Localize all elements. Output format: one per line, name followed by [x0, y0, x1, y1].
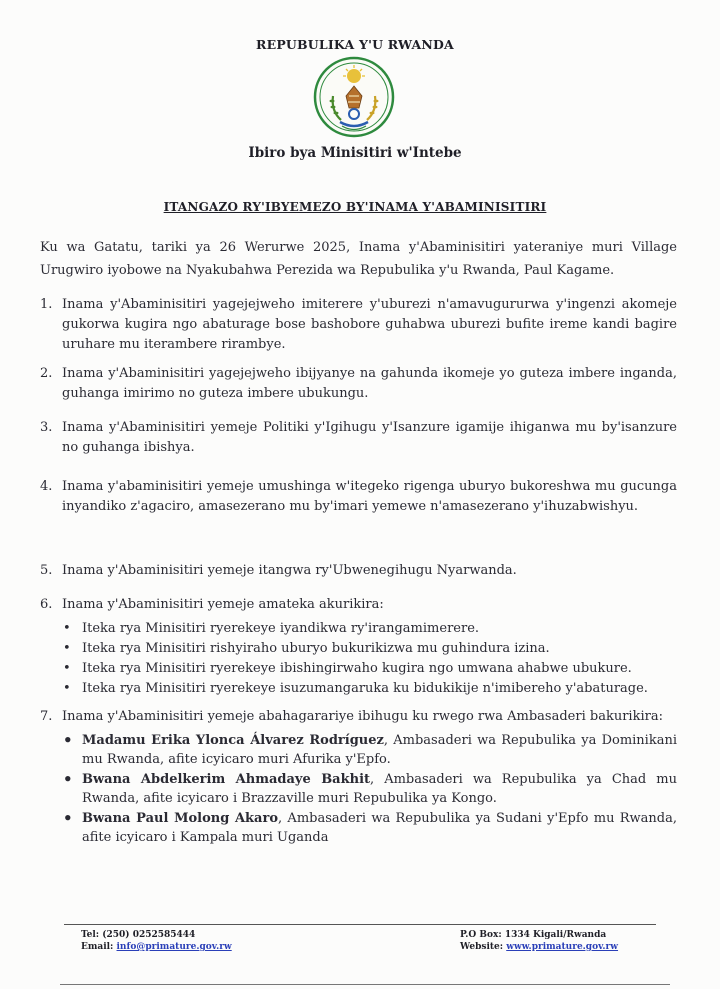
- intro-paragraph: Ku wa Gatatu, tariki ya 26 Werurwe 2025, Inama y'Abaminisitiri yateraniye muri Village Urugwiro iyobowe na Nyakubahwa Perezida wa Repubulika y'u Rwanda, Paul Kagame.: [40, 240, 677, 278]
- item-number: 3.: [40, 420, 53, 435]
- ambassador-name: Bwana Abdelkerim Ahmadaye Bakhit: [82, 772, 371, 787]
- email-label: Email:: [81, 942, 117, 952]
- ambassador-desc: , Ambasaderi wa Repubulika ya Dominikani mu Rwanda, afite icyicaro muri Afurika y'Epfo.: [82, 733, 678, 767]
- item-number: 1.: [40, 297, 53, 312]
- item-text: Inama y'Abaminisitiri yemeje itangwa ry'Ubwenegihugu Nyarwanda.: [62, 563, 517, 578]
- item-number: 4.: [40, 479, 53, 494]
- item-text: Inama y'Abaminisitiri yemeje amateka akurikira:: [62, 597, 384, 612]
- item-text: Inama y'Abaminisitiri yemeje Politiki y'Igihugu y'Isanzure igamije ihiganwa mu by'isanzure no guhanga ibishya.: [62, 420, 677, 455]
- item-text: Inama y'Abaminisitiri yagejejweho ibijyanye na gahunda ikomeje yo guteza imbere inganda, guhanga imirimo no guteza imbere ubukungu.: [62, 366, 677, 401]
- item-number: 6.: [40, 597, 53, 612]
- footer-divider: [64, 924, 656, 925]
- ambassador-desc: , Ambasaderi wa Repubulika ya Chad mu Rwanda, afite icyicaro i Brazzaville muri Repubulika ya Kongo.: [82, 772, 677, 806]
- list-item: [40, 364, 677, 404]
- decree-item: • Iteka rya Minisitiri ryerekeye iyandikwa ry'irangamimerere.: [62, 619, 677, 638]
- website-label: Website:: [460, 942, 507, 952]
- list-item: [40, 418, 677, 458]
- item-text: Inama y'abaminisitiri yemeje umushinga w'itegeko rigenga uburyo bukoreshwa mu gucunga inyandiko z'agaciro, amasezerano mu by'imari yemewe n'amasezerano y'ihuzabwishyu.: [62, 479, 677, 514]
- decree-item: • Iteka rya Minisitiri ryerekeye isuzumangaruka ku bidukikije n'imibereho y'abaturage.: [62, 679, 677, 698]
- email-link[interactable]: info@primature.gov.rw: [116, 942, 232, 952]
- country-heading: REPUBULIKA Y'U RWANDA: [256, 37, 454, 52]
- item-number: 7.: [40, 709, 53, 724]
- office-heading: Ibiro bya Minisitiri w'Intebe: [248, 145, 462, 161]
- list-item: [40, 477, 677, 517]
- ambassador-item: [62, 770, 677, 808]
- item-number: 2.: [40, 366, 53, 381]
- national-seal-icon: [313, 56, 395, 138]
- list-item: [40, 561, 677, 581]
- item-text: Inama y'Abaminisitiri yemeje abahagarariye ibihugu ku rwego rwa Ambasaderi bakurikira:: [62, 709, 663, 724]
- ambassador-name: Madamu Erika Ylonca Álvarez Rodríguez: [82, 733, 384, 748]
- pobox: P.O Box: 1334 Kigali/Rwanda: [460, 930, 607, 940]
- list-item: [40, 295, 677, 355]
- item-number: 5.: [40, 563, 53, 578]
- ambassador-name: Bwana Paul Molong Akaro: [82, 811, 279, 826]
- footer-address: [460, 929, 618, 953]
- tel-value: (250) 0252585444: [102, 930, 196, 940]
- decree-list: [40, 619, 677, 698]
- bottom-divider: [60, 984, 670, 985]
- ambassador-list: [40, 731, 677, 847]
- tel-label: Tel:: [81, 930, 103, 940]
- ambassador-desc: , Ambasaderi wa Repubulika ya Sudani y'Epfo mu Rwanda, afite icyicaro i Kampala muri Uganda: [82, 811, 678, 845]
- ambassador-item: [62, 731, 677, 769]
- ambassador-item: [62, 809, 677, 847]
- decree-item: • Iteka rya Minisitiri ryerekeye ibishingirwaho kugira ngo umwana ahabwe ubukure.: [62, 659, 677, 678]
- website-link[interactable]: www.primature.gov.rw: [506, 942, 619, 952]
- list-item: [40, 707, 677, 848]
- footer-contact: [81, 929, 232, 953]
- item-text: Inama y'Abaminisitiri yagejejweho imiterere y'uburezi n'amavugururwa y'ingenzi akomeje gukorwa kugira ngo abaturage bose bashobore guhabwa uburezi bufite ireme kandi bagire uruhare mu iterambere rirambye.: [62, 297, 677, 352]
- decree-item: • Iteka rya Minisitiri rishyiraho uburyo bukurikizwa mu guhindura izina.: [62, 639, 677, 658]
- document-title: ITANGAZO RY'IBYEMEZO BY'INAMA Y'ABAMINISITIRI: [163, 200, 547, 214]
- list-item: [40, 595, 677, 699]
